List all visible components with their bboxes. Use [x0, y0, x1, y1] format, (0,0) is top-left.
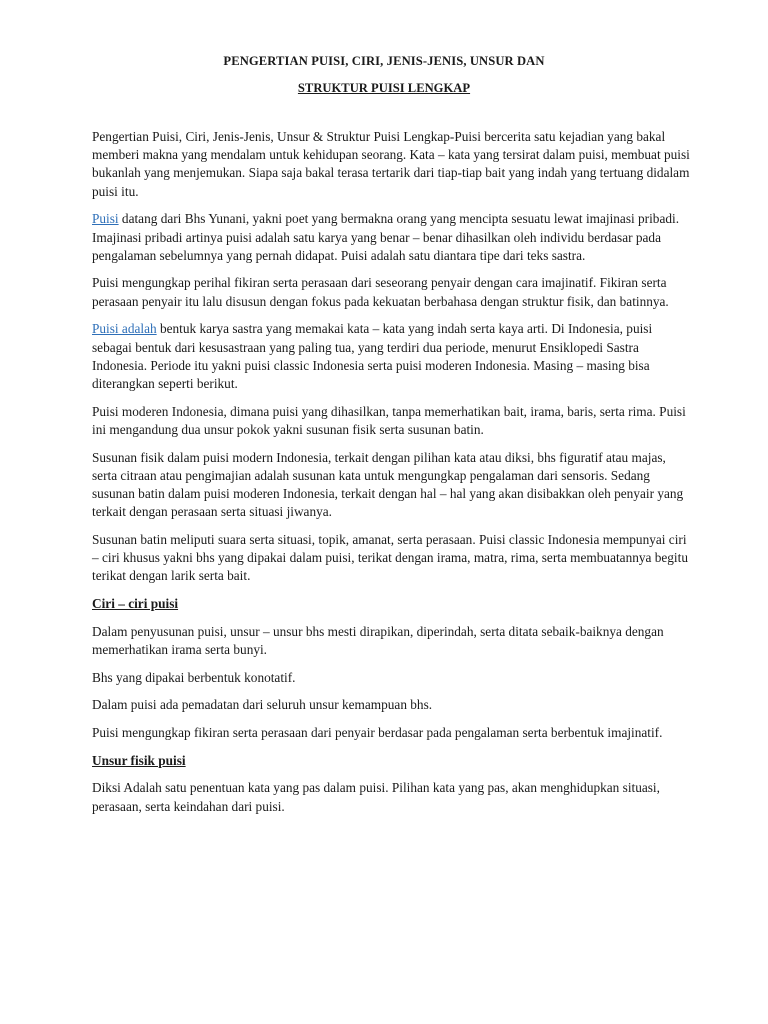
heading-unsur-fisik: Unsur fisik puisi: [92, 752, 186, 768]
heading-ciri-puisi: Ciri – ciri puisi: [92, 595, 179, 611]
paragraph-puisi-adalah: [92, 320, 692, 393]
paragraph-susunan-batin: Susunan batin meliputi suara serta situasi, topik, amanat, serta perasaan. Puisi classic Indonesia mempunyai ciri – ciri khusus yakni bhs yang dipakai dalam puisi, terikat dengan irama, matra, rima, serta membuatannya begitu terikat dengan larik serta bait.: [92, 531, 688, 584]
paragraph-ciri-2: Bhs yang dipakai berbentuk konotatif.: [92, 669, 296, 685]
paragraph-ciri-4: Puisi mengungkap fikiran serta perasaan dari penyair berdasar pada pengalaman serta berbentuk imajinatif.: [92, 724, 663, 740]
paragraph-ciri-1: Dalam penyusunan puisi, unsur – unsur bhs mesti dirapikan, diperindah, serta ditata sebaik-baiknya dengan memerhatikan irama serta bunyi.: [92, 623, 664, 657]
paragraph-text: datang dari Bhs Yunani, yakni poet yang bermakna orang yang mencipta sesuatu lewat imajinasi pribadi. Imajinasi pribadi artinya puisi adalah satu karya yang benar – benar dihasilkan oleh individu berdasar pada pengalaman sebelumnya yang pernah didapat. Puisi adalah satu diantara tipe dari teks sastra.: [92, 211, 680, 263]
document-title-line-2: STRUKTUR PUISI LENGKAP: [297, 81, 471, 95]
document-title-line-1: PENGERTIAN PUISI, CIRI, JENIS-JENIS, UNSUR DAN: [223, 54, 545, 68]
paragraph-susunan-fisik: Susunan fisik dalam puisi modern Indonesia, terkait dengan pilihan kata atau diksi, bhs figuratif atau majas, serta citraan atau pengimajian adalah susunan kata untuk mengungkap pengalaman dari sensoris. Sedang susunan batin dalam puisi moderen Indonesia, terkait dengan hal – hal yang akan disibakkan oleh penyair yang terkait dengan perasaan serta situasi jiwanya.: [92, 449, 684, 520]
document-body: [92, 128, 692, 825]
paragraph-text: bentuk karya sastra yang memakai kata – kata yang indah serta kaya arti. Di Indonesia, puisi sebagai bentuk dari kesusastraan yang paling tua, yang terdiri dua periode, menurut Ensiklopedi Sastra Indonesia. Periode itu yakni puisi classic Indonesia serta puisi moderen Indonesia. Masing – masing bisa diterangkan seperti berikut.: [92, 321, 653, 391]
link-puisi[interactable]: Puisi: [92, 211, 119, 227]
link-puisi-adalah[interactable]: Puisi adalah: [92, 321, 157, 337]
paragraph-diksi: Diksi Adalah satu penentuan kata yang pas dalam puisi. Pilihan kata yang pas, akan menghidupkan situasi, perasaan, serta keindahan dari puisi.: [92, 780, 660, 814]
paragraph-ciri-3: Dalam puisi ada pemadatan dari seluruh unsur kemampuan bhs.: [92, 697, 433, 713]
paragraph-imajinatif: Puisi mengungkap perihal fikiran serta perasaan dari seseorang penyair dengan cara imajinatif. Fikiran serta perasaan penyair itu lalu disusun dengan fokus pada kekuatan berbahasa dengan struktur fisik, dan batinnya.: [92, 275, 669, 309]
paragraph-puisi-moderen: Puisi moderen Indonesia, dimana puisi yang dihasilkan, tanpa memerhatikan bait, irama, baris, serta rima. Puisi ini mengandung dua unsur pokok yakni susunan fisik serta susunan batin.: [92, 403, 686, 437]
paragraph-intro: Pengertian Puisi, Ciri, Jenis-Jenis, Unsur & Struktur Puisi Lengkap-Puisi bercerita satu kejadian yang bakal memberi makna yang mendalam untuk kehidupan seorang. Kata – kata yang tersirat dalam puisi, membuat puisi bukanlah yang menjemukan. Siapa saja bakal terasa tertarik dari tiap-tiap bait yang indah yang tertuang didalam puisi itu.: [92, 129, 690, 199]
paragraph-puisi-origin: [92, 210, 692, 265]
